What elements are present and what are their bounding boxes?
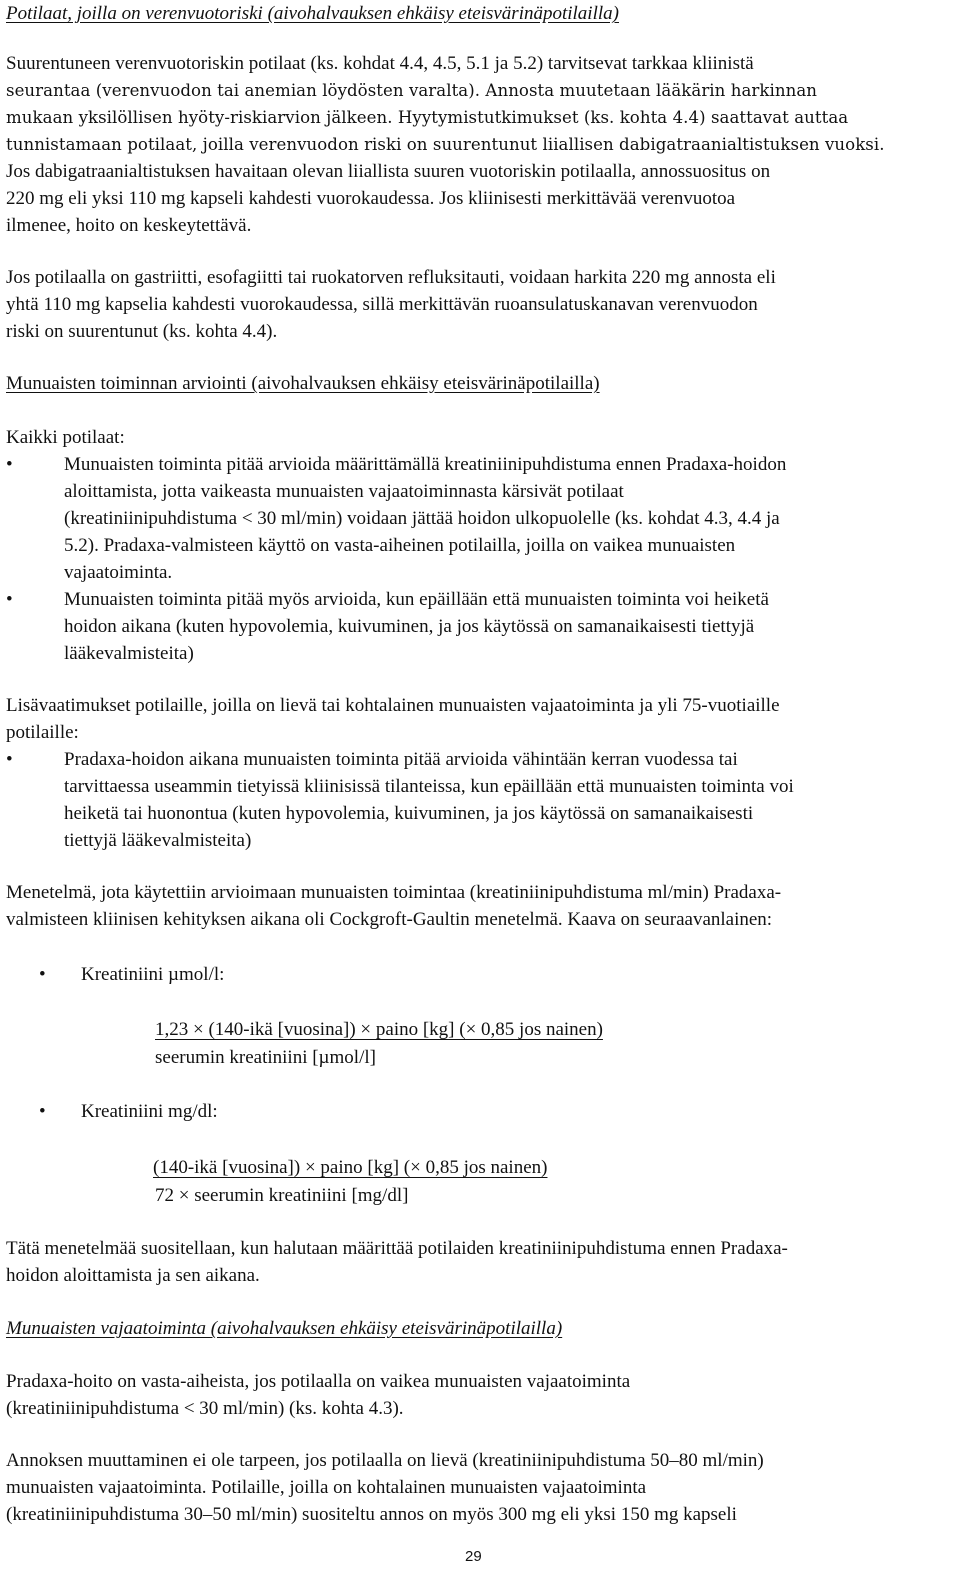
formula-label: Kreatiniini µmol/l: (81, 964, 225, 985)
text-line: Jos potilaalla on gastriitti, esofagiitti tai ruokatorven refluksitauti, voidaan harkita 220 mg annosta eli (6, 267, 776, 288)
text-line: (kreatiniinipuhdistuma 30–50 ml/min) suositeltu annos on myös 300 mg eli yksi 150 mg kapseli (6, 1504, 737, 1525)
text-line: Tätä menetelmää suositellaan, kun halutaan määrittää potilaiden kreatiniinipuhdistuma ennen Pradaxa- (6, 1238, 788, 1259)
text-line: tiettyjä lääkevalmisteita) (64, 830, 252, 851)
section-heading-bleeding-risk: Potilaat, joilla on verenvuotoriski (aivohalvauksen ehkäisy eteisvärinäpotilailla) (6, 3, 619, 24)
text-line: mukaan yksilöllisen hyöty-riskiarvion jälkeen. Hyytymistutkimukset (ks. kohta 4.4) saattavat auttaa (6, 108, 849, 127)
text-line: aloittamista, jotta vaikeasta munuaisten vajaatoiminnasta kärsivät potilaat (64, 481, 624, 502)
formula-denominator: 72 × seerumin kreatiniini [mg/dl] (155, 1185, 409, 1206)
text-line: tunnistamaan potilaat, joilla verenvuodon riski on suurentunut liiallisen dabigatraanialtistuksen vuoksi. (6, 135, 885, 154)
text-line: (kreatiniinipuhdistuma < 30 ml/min) voidaan jättää hoidon ulkopuolelle (ks. kohdat 4.3, 4.4 ja (64, 508, 780, 529)
text-line: seurantaa (verenvuodon tai anemian löydösten varalta). Annosta muutetaan lääkärin harkinnan (6, 81, 818, 100)
section-heading-renal-assessment: Munuaisten toiminnan arviointi (aivohalvauksen ehkäisy eteisvärinäpotilailla) (6, 373, 600, 394)
formula-numerator: (140-ikä [vuosina]) × paino [kg] (× 0,85 jos nainen) (153, 1157, 548, 1178)
section-heading-renal-impairment: Munuaisten vajaatoiminta (aivohalvauksen ehkäisy eteisvärinäpotilailla) (6, 1318, 563, 1339)
text-line: Menetelmä, jota käytettiin arvioimaan munuaisten toimintaa (kreatiniinipuhdistuma ml/min) Pradaxa- (6, 882, 782, 903)
text-line: Suurentuneen verenvuotoriskin potilaat (ks. kohdat 4.4, 4.5, 5.1 ja 5.2) tarvitsevat tarkkaa kliinistä (6, 53, 754, 74)
text-line: heiketä tai huonontua (kuten hypovolemia, kuivuminen, ja jos käytössä on samanaikaisesti (64, 803, 754, 824)
text-line: hoidon aloittamista ja sen aikana. (6, 1265, 260, 1286)
text-line: munuaisten vajaatoiminta. Potilaille, joilla on kohtalainen munuaisten vajaatoiminta (6, 1477, 647, 1498)
text-line: valmisteen kliinisen kehityksen aikana oli Cockgroft-Gaultin menetelmä. Kaava on seuraavanlainen: (6, 909, 773, 930)
text-line: hoidon aikana (kuten hypovolemia, kuivuminen, ja jos käytössä on samanaikaisesti tiettyjä (64, 616, 755, 637)
text-line: lääkevalmisteita) (64, 643, 194, 664)
text-line: 220 mg eli yksi 110 mg kapseli kahdesti vuorokaudessa. Jos kliinisesti merkittävää verenvuotoa (6, 188, 736, 209)
text-line: Munuaisten toiminta pitää arvioida määrittämällä kreatiniinipuhdistuma ennen Pradaxa-hoidon (64, 454, 787, 475)
text-line: 5.2). Pradaxa-valmisteen käyttö on vasta-aiheinen potilailla, joilla on vaikea munuaisten (64, 535, 736, 556)
page-number: 29 (465, 1548, 482, 1565)
text-line: Pradaxa-hoito on vasta-aiheista, jos potilaalla on vaikea munuaisten vajaatoiminta (6, 1371, 631, 1392)
all-patients-label: Kaikki potilaat: (6, 427, 125, 448)
text-line: potilaille: (6, 722, 79, 743)
text-line: Munuaisten toiminta pitää myös arvioida, kun epäillään että munuaisten toiminta voi heiketä (64, 589, 769, 610)
text-line: Annoksen muuttaminen ei ole tarpeen, jos potilaalla on lievä (kreatiniinipuhdistuma 50–80 ml/min) (6, 1450, 764, 1471)
text-line: yhtä 110 mg kapselia kahdesti vuorokaudessa, sillä merkittävän ruoansulatuskanavan verenvuodon (6, 294, 758, 315)
text-line: ilmenee, hoito on keskeytettävä. (6, 215, 252, 236)
text-line: riski on suurentunut (ks. kohta 4.4). (6, 321, 278, 342)
text-line: vajaatoiminta. (64, 562, 173, 583)
text-line: Pradaxa-hoidon aikana munuaisten toiminta pitää arvioida vähintään kerran vuodessa tai (64, 749, 738, 770)
formula-label: Kreatiniini mg/dl: (81, 1101, 218, 1122)
text-line: (kreatiniinipuhdistuma < 30 ml/min) (ks. kohta 4.3). (6, 1398, 404, 1419)
text-line: Lisävaatimukset potilaille, joilla on lievä tai kohtalainen munuaisten vajaatoiminta ja yli 75-vuotiaille (6, 695, 780, 716)
text-line: Jos dabigatraanialtistuksen havaitaan olevan liiallista suuren vuotoriskin potilaalla, annossuositus on (6, 161, 771, 182)
formula-numerator: 1,23 × (140-ikä [vuosina]) × paino [kg] (× 0,85 jos nainen) (155, 1019, 603, 1040)
text-line: tarvittaessa useammin tietyissä kliinisissä tilanteissa, kun epäillään että munuaisten toiminta voi (64, 776, 794, 797)
formula-denominator: seerumin kreatiniini [µmol/l] (155, 1047, 376, 1068)
